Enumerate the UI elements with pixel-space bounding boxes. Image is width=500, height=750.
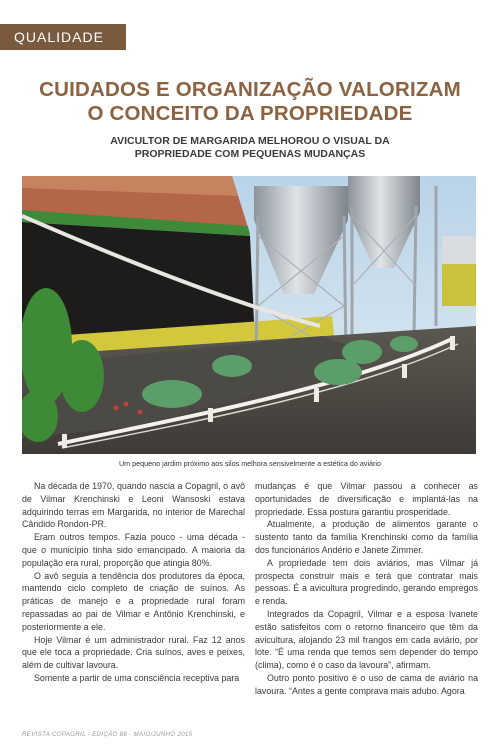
section-label: QUALIDADE — [0, 24, 126, 50]
article-photo — [22, 176, 476, 454]
article-paragraph-continued: mudanças é que Vilmar passou a conhecer as oportunidades de diversificação e implantá-las na propriedade. Essa postura garantiu prosperidade. — [255, 481, 478, 517]
article-paragraph: Atualmente, a produção de alimentos garante o sustento tanto da família Krenchinski como da família dos funcionários Andério e Janete Zimmer. — [255, 519, 478, 555]
article-paragraph: Eram outros tempos. Fazia pouco - uma década - que o município tinha sido emancipado. A maioria da população era rural, proporção que atingia 80%. — [22, 532, 245, 568]
article-column-left — [22, 480, 245, 685]
headline-line-1: CUIDADOS E ORGANIZAÇÃO VALORIZAM — [39, 78, 461, 101]
photo-caption: Um pequeno jardim próximo aos silos melhora sensivelmente a estética do aviário — [118, 459, 382, 468]
article-paragraph: A propriedade tem dois aviários, mas Vilmar já prospecta construir mais e terá que contratar mais pessoas. É a avicultura progredindo, gerando empregos e renda. — [255, 557, 478, 607]
article-paragraph: Outro ponto positivo é o uso de cama de aviário na lavoura. “Antes a gente comprava mais adubo. Agora — [255, 672, 478, 696]
article-paragraph: Hoje Vilmar é um administrador rural. Faz 12 anos que ele toca a propriedade. Cria suínos, aves e peixes, além de cultivar lavoura. — [22, 634, 245, 671]
subtitle-line-2: PROPRIEDADE COM PEQUENAS MUDANÇAS — [134, 148, 366, 160]
article-subtitle — [0, 135, 500, 161]
article-paragraph: Somente a partir de uma consciência receptiva para — [34, 672, 240, 683]
article-paragraph: Na década de 1970, quando nascia a Copagril, o avô de Vilmar Krenchinski e Leoni Wansoski estava adquirindo terras em Margarida, no interior de Marechal Cândido Rondon-PR. — [22, 481, 245, 530]
headline-line-2: O CONCEITO DA PROPRIEDADE — [87, 102, 413, 125]
article-paragraph: O avô seguia a tendência dos produtores da época, mantendo ciclo completo de criação de suínos. As práticas de manejo e a propriedade rural foram repassadas ao pai de Vilmar e Antônio Krenchinski, e posteriormente a ele. — [22, 570, 245, 632]
magazine-footer: REVISTA COPAGRIL - EDIÇÃO 86 - MAIO/JUNHO 2015 — [22, 731, 193, 738]
subtitle-line-1: AVICULTOR DE MARGARIDA MELHOROU O VISUAL DA — [110, 135, 390, 147]
article-paragraph: Integrados da Copagril, Vilmar e a esposa Ivanete estão satisfeitos com o retorno financeiro que têm da avicultura, alojando 23 mil frangos em cada aviário, por lote. “É uma renda que temos sem depender do tempo (clima), como é o caso da lavoura”, afirmam. — [255, 608, 478, 671]
article-headline — [0, 78, 500, 126]
farm-silos-garden-illustration — [22, 176, 476, 454]
article-column-right — [255, 480, 478, 698]
